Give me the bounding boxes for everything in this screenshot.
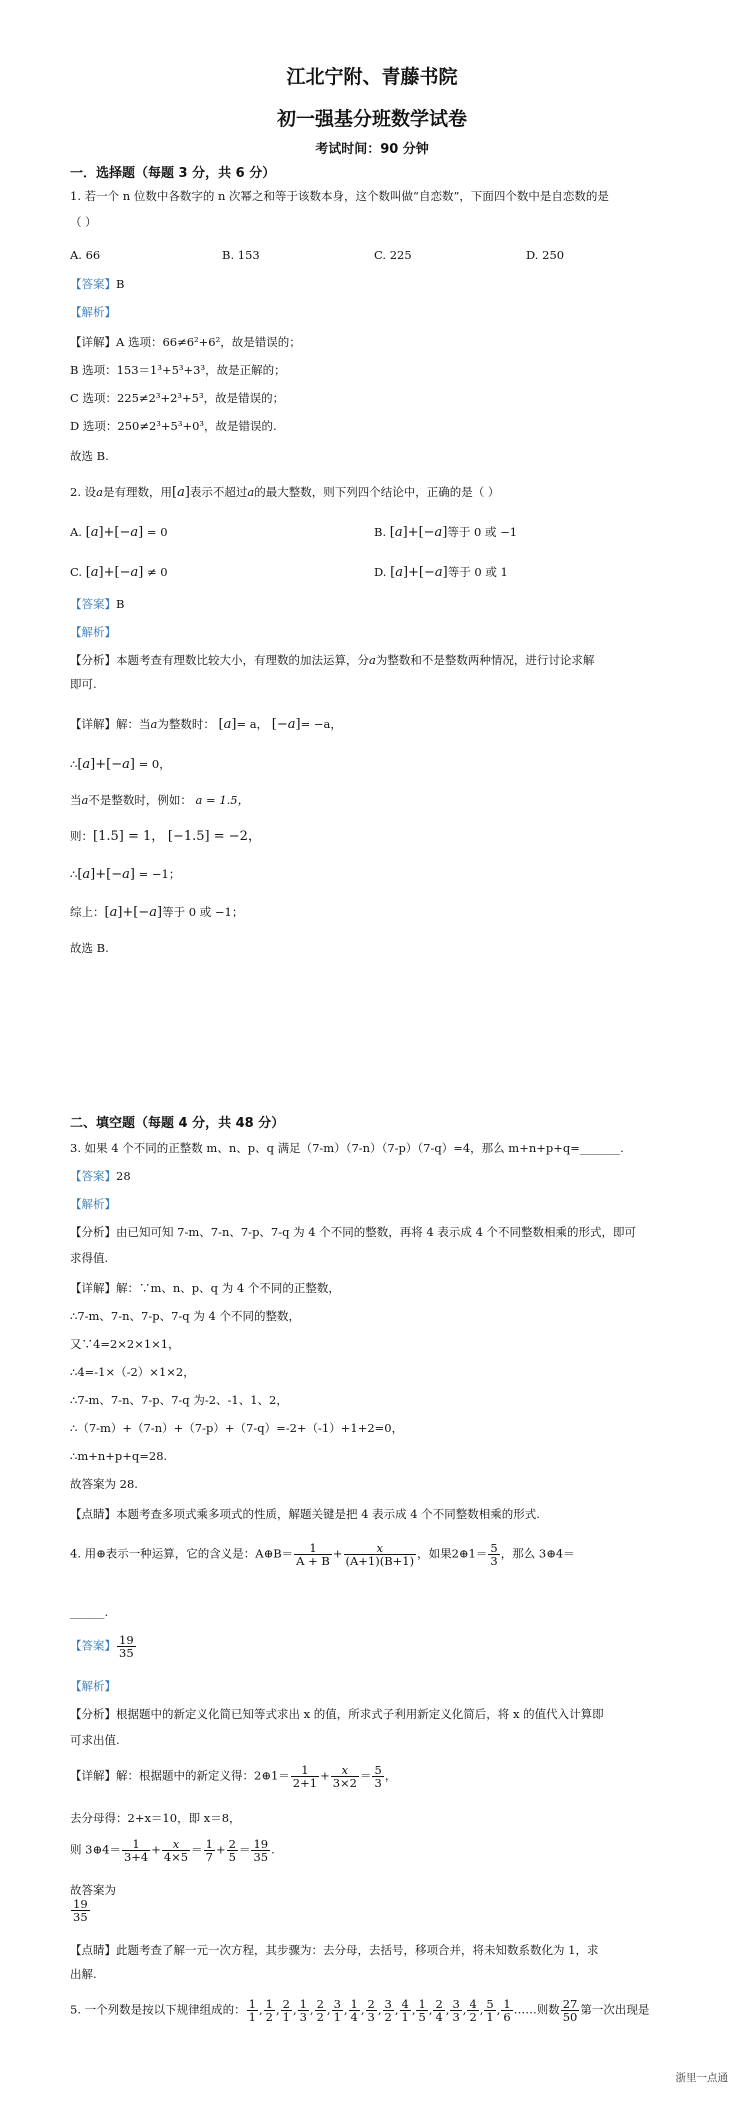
var-a: a xyxy=(369,653,376,667)
sequence-fraction: $\frac{4}{2}$ xyxy=(469,1997,477,2025)
q4-detail-1: 【详解】解：根据题中的新定义得：2⊕1＝ $\frac{1}{2+1}$ + $\frac{x}{3\times 2}$ ＝ $\frac{5}{3}$ ， xyxy=(70,1763,397,1791)
q2-detail-4 xyxy=(70,828,261,845)
q1-detail-3: C 选项：225≠2³+2³+5³，故是错误的； xyxy=(70,391,285,405)
option-letter: B. xyxy=(374,525,387,539)
q1-analysis-label: 【解析】 xyxy=(70,305,116,319)
answer-label: 【答案】 xyxy=(70,1169,116,1183)
var-a: a xyxy=(177,485,185,500)
q3-detail-7: ∴m+n+p+q=28. xyxy=(70,1449,168,1463)
conclusion-text: 故答案为 xyxy=(70,1883,116,1897)
option-expr: = 0 xyxy=(146,525,168,539)
sequence-fraction: $\frac{1}{1}$ xyxy=(248,1997,256,2025)
answer-label: 【答案】 xyxy=(70,1638,116,1653)
q1-detail-1 xyxy=(70,334,301,350)
q2-stem-part: 表示不超过 xyxy=(189,485,248,499)
q2-stem-part: 的最大整数，则下列四个结论中，正确的是（ ） xyxy=(254,485,500,499)
q2-analysis xyxy=(70,652,594,668)
q1-stem-paren: （ ） xyxy=(70,215,97,229)
answer-fraction xyxy=(71,1898,90,1923)
q2-stem xyxy=(70,484,499,501)
detail-text: 解：∵m、n、p、q 为 4 个不同的正整数， xyxy=(116,1281,340,1295)
sequence-fraction: $\frac{1}{3}$ xyxy=(299,1997,307,2025)
q2-conclusion: 故选 B. xyxy=(70,941,109,955)
fraction: $\frac{2}{5}$ xyxy=(228,1837,236,1865)
var-a: a xyxy=(247,485,255,499)
q4-analysis-cont: 可求出值. xyxy=(70,1733,120,1747)
analysis-text: 由已知可知 7-m、7-n、7-p、7-q 为 4 个不同的整数，再将 4 表示成 4 个不同整数相乘的形式，即可 xyxy=(116,1225,637,1239)
detail-text: 当 xyxy=(70,793,82,807)
detail-text: 则 3⊕4＝ xyxy=(70,1842,121,1857)
sequence-fraction: $\frac{1}{2}$ xyxy=(265,1997,273,2025)
detail-eq: = 0， xyxy=(138,757,171,771)
q1-option-c: C. 225 xyxy=(374,248,412,262)
sequence-comma: , xyxy=(428,2002,433,2017)
q2-option-d xyxy=(374,564,508,581)
q3-review xyxy=(70,1506,540,1522)
q3-detail-1 xyxy=(70,1280,340,1296)
sequence-fraction: $\frac{1}{4}$ xyxy=(350,1997,358,2025)
sequence-comma: , xyxy=(377,2002,382,2017)
q1-stem: 1. 若一个 n 位数中各数字的 n 次幂之和等于该数本身，这个数叫做“自恋数”，下面四个数中是自恋数的是 xyxy=(70,189,609,203)
q4-stem-part: 4. 用⊕表示一种运算，它的含义是：A⊕B＝ xyxy=(70,1546,294,1561)
fraction: $\frac{1}{A + B}$ xyxy=(296,1541,330,1569)
sequence-fraction: $\frac{2}{1}$ xyxy=(282,1997,290,2025)
q2-summary xyxy=(70,904,243,921)
q4-answer xyxy=(70,1634,137,1659)
floor-sum: [a]+[−a] xyxy=(104,905,163,920)
q4-stem-part: 2⊕1＝ xyxy=(451,1546,488,1561)
numerator: 27 xyxy=(562,1997,578,2011)
analysis-head: 【分析】 xyxy=(70,1707,116,1721)
floor-sum: [a]+[−a] xyxy=(77,757,135,772)
sequence-comma: , xyxy=(462,2002,467,2017)
q4-detail-2: 去分母得：2+x＝10，即 x＝8， xyxy=(70,1811,241,1825)
review-text: 此题考查了解一元一次方程，其步骤为：去分母，去括号，移项合并，将未知数系数化为 1，求 xyxy=(116,1943,599,1957)
fraction: $\frac{x}{4\times 5}$ xyxy=(163,1837,189,1865)
analysis-head: 【分析】 xyxy=(70,1225,116,1239)
option-expr: 等于 0 或 −1 xyxy=(447,525,518,539)
detail-text: 综上： xyxy=(70,905,105,919)
sequence-comma: , xyxy=(411,2002,416,2017)
q3-detail-6: ∴（7-m）+（7-n）+（7-p）+（7-q）=-2+（-1）+1+2=0， xyxy=(70,1421,404,1435)
q3-detail-3: 又∵4=2×2×1×1， xyxy=(70,1337,180,1351)
var-a: a xyxy=(81,793,89,807)
q3-analysis-cont: 求得值. xyxy=(70,1251,109,1265)
analysis-text: 本题考查有理数比较大小，有理数的加法运算，分 xyxy=(116,653,369,667)
answer-value: B xyxy=(116,277,125,291)
q2-detail-1 xyxy=(70,716,342,733)
school-title: 江北宁附、青藤书院 xyxy=(286,66,458,88)
section-1-title: 一．选择题（每题 3 分，共 6 分） xyxy=(70,166,276,181)
q2-stem-part: 是有理数，用 xyxy=(103,485,172,499)
var-a: a xyxy=(150,717,158,731)
option-letter: D. xyxy=(374,565,387,579)
q5-stem xyxy=(70,1998,649,2023)
sequence-comma: , xyxy=(343,2002,348,2017)
sequence-fraction: $\frac{1}{6}$ xyxy=(503,1997,511,2025)
q2-stem-part: 2. 设 xyxy=(70,485,97,499)
review-text: 本题考查多项式乘多项式的性质，解题关键是把 4 表示成 4 个不同整数相乘的形式. xyxy=(116,1507,540,1521)
analysis-text: 根据题中的新定义化简已知等式求出 x 的值，所求式子利用新定义化简后，将 x 的值代入计算即 xyxy=(116,1707,604,1721)
target-fraction xyxy=(561,1998,580,2023)
q5-sequence xyxy=(246,1997,514,2025)
detail-text: 解：当 xyxy=(116,717,151,731)
detail-eq: [−1.5] = −2， xyxy=(167,829,261,844)
q4-stem-part: ，如果 xyxy=(417,1546,452,1561)
q2-detail-3 xyxy=(70,792,249,808)
floor-sum: [a]+[−a] xyxy=(389,525,448,540)
q2-option-b xyxy=(374,524,517,541)
q4-conclusion-fraction xyxy=(70,1898,91,1923)
sequence-comma: , xyxy=(326,2002,331,2017)
sequence-fraction: $\frac{5}{1}$ xyxy=(486,1997,494,2025)
fraction: $\frac{1}{3+4}$ xyxy=(123,1837,149,1865)
analysis-text: 为整数和不是整数两种情况，进行讨论求解 xyxy=(375,653,595,667)
detail-text: 为整数时： xyxy=(157,717,215,731)
q2-detail-5 xyxy=(70,866,180,883)
floor-sum: [a]+[−a] xyxy=(77,867,135,882)
exam-time: 考试时间：90 分钟 xyxy=(315,142,429,157)
q1-conclusion: 故选 B. xyxy=(70,449,109,463)
q4-stem: 4. 用⊕表示一种运算，它的含义是：A⊕B＝ $\frac{1}{A + B}$ + $\frac{x}{(A+1)(B+1)}$ ，如果2⊕1＝ $\frac{5}{3}$ ，那么 3⊕4＝ xyxy=(70,1541,575,1569)
sequence-fraction: $\frac{3}{3}$ xyxy=(452,1997,460,2025)
q4-review-cont: 出解. xyxy=(70,1967,97,1981)
fraction: $\frac{1}{2+1}$ xyxy=(292,1763,318,1791)
q3-detail-4: ∴4=-1×（-2）×1×2， xyxy=(70,1365,195,1379)
floor-sum: [a]+[−a] xyxy=(85,525,144,540)
var-a: a xyxy=(96,485,103,499)
fraction: $\frac{5}{3}$ xyxy=(490,1541,498,1569)
q2-option-c xyxy=(70,564,168,581)
q1-answer xyxy=(70,276,124,292)
numerator: 19 xyxy=(119,1633,134,1647)
floor-a: [a] xyxy=(172,485,190,500)
fraction: $\frac{19}{35}$ xyxy=(253,1837,269,1865)
q2-option-a xyxy=(70,524,168,541)
q4-blank: ______. xyxy=(70,1605,109,1619)
q1-detail-2: B 选项：153＝1³+5³+3³，故是正解的； xyxy=(70,363,286,377)
option-expr: 等于 0 或 1 xyxy=(447,565,508,579)
answer-value: B xyxy=(116,597,125,611)
sequence-fraction: $\frac{1}{5}$ xyxy=(418,1997,426,2025)
exam-title: 初一强基分班数学试卷 xyxy=(276,108,467,130)
q3-detail-2: ∴7-m、7-n、7-p、7-q 为 4 个不同的整数， xyxy=(70,1309,300,1323)
q1-option-d: D. 250 xyxy=(526,248,565,262)
therefore: ∴ xyxy=(70,867,78,881)
q4-detail-3: 则 3⊕4＝ $\frac{1}{3+4}$ + $\frac{x}{4\times 5}$ ＝ $\frac{1}{7}$ + $\frac{2}{5}$ ＝ $\frac{19}{35}$ . xyxy=(70,1837,275,1865)
q3-answer xyxy=(70,1168,131,1184)
sequence-fraction: $\frac{4}{1}$ xyxy=(401,1997,409,2025)
q4-analysis-label: 【解析】 xyxy=(70,1679,116,1693)
q4-conclusion xyxy=(70,1882,116,1898)
detail-label: 【详解】 xyxy=(70,1768,116,1783)
sequence-fraction: $\frac{3}{2}$ xyxy=(384,1997,392,2025)
sequence-comma: , xyxy=(275,2002,280,2017)
q2-answer xyxy=(70,596,124,612)
sequence-comma: , xyxy=(292,2002,297,2017)
detail-text: 则： xyxy=(70,829,93,843)
sequence-comma: , xyxy=(360,2002,365,2017)
option-letter: A. xyxy=(70,525,82,539)
detail-text: A 选项：66≠6²+6²，故是错误的； xyxy=(116,335,301,349)
detail-eq: = −1； xyxy=(138,867,181,881)
option-expr: ≠ 0 xyxy=(146,565,168,579)
fraction: $\frac{1}{7}$ xyxy=(205,1837,213,1865)
floor-a: [a] xyxy=(218,717,237,732)
fraction: $\frac{5}{3}$ xyxy=(374,1763,382,1791)
floor-neg-a: [−a] xyxy=(271,717,301,732)
sequence-fraction: $\frac{2}{4}$ xyxy=(435,1997,443,2025)
fraction: $\frac{x}{(A+1)(B+1)}$ xyxy=(345,1541,415,1569)
sequence-comma: , xyxy=(479,2002,484,2017)
detail-text: 解：根据题中的新定义得：2⊕1＝ xyxy=(116,1768,290,1783)
detail-text: 等于 0 或 −1； xyxy=(162,905,244,919)
answer-label: 【答案】 xyxy=(70,597,116,611)
numerator: 19 xyxy=(73,1897,88,1911)
answer-fraction xyxy=(117,1634,136,1659)
q5-stem-part: ……则数 xyxy=(513,2002,560,2017)
sequence-fraction: $\frac{2}{2}$ xyxy=(316,1997,324,2025)
option-letter: C. xyxy=(70,565,83,579)
q4-review xyxy=(70,1942,598,1958)
detail-text: 不是整数时，例如： xyxy=(88,793,192,807)
denominator: 35 xyxy=(73,1910,88,1925)
review-label: 【点睛】 xyxy=(70,1507,116,1521)
q2-analysis-label: 【解析】 xyxy=(70,625,116,639)
therefore: ∴ xyxy=(70,757,78,771)
sequence-fraction: $\frac{3}{1}$ xyxy=(333,1997,341,2025)
sequence-fraction: $\frac{2}{3}$ xyxy=(367,1997,375,2025)
fraction: $\frac{x}{3\times 2}$ xyxy=(332,1763,357,1791)
floor-sum: [a]+[−a] xyxy=(85,565,144,580)
denominator: 35 xyxy=(119,1646,134,1661)
q3-conclusion: 故答案为 28. xyxy=(70,1477,138,1491)
sequence-comma: , xyxy=(496,2002,501,2017)
denominator: 50 xyxy=(562,2010,578,2025)
q4-analysis xyxy=(70,1706,604,1722)
watermark: 浙里一点通 xyxy=(675,2072,728,2084)
q1-option-b: B. 153 xyxy=(222,248,260,262)
detail-eq: = −a， xyxy=(300,717,342,731)
q3-analysis xyxy=(70,1224,636,1240)
sequence-comma: , xyxy=(445,2002,450,2017)
q2-analysis-cont: 即可. xyxy=(70,677,97,691)
detail-label: 【详解】 xyxy=(70,1281,116,1295)
floor-sum: [a]+[−a] xyxy=(390,565,448,580)
detail-label: 【详解】 xyxy=(70,717,116,731)
detail-eq: = a， xyxy=(236,717,269,731)
q1-detail-4: D 选项：250≠2³+5³+0³，故是错误的. xyxy=(70,419,277,433)
answer-label: 【答案】 xyxy=(70,277,116,291)
q5-stem-part: 第一次出现是 xyxy=(580,2002,650,2017)
sequence-comma: , xyxy=(394,2002,399,2017)
detail-eq: a = 1.5， xyxy=(195,793,250,807)
q3-stem: 3. 如果 4 个不同的正整数 m、n、p、q 满足（7-m）（7-n）（7-p）（7-q）=4，那么 m+n+p+q=_______. xyxy=(70,1141,624,1155)
detail-label: 【详解】 xyxy=(70,335,116,349)
q4-stem-part: ，那么 3⊕4＝ xyxy=(500,1546,575,1561)
answer-value: 28 xyxy=(116,1169,131,1183)
analysis-head: 【分析】 xyxy=(70,653,116,667)
q3-detail-5: ∴7-m、7-n、7-p、7-q 为-2、-1、1、2， xyxy=(70,1393,288,1407)
detail-eq: [1.5] = 1， xyxy=(93,829,165,844)
review-label: 【点睛】 xyxy=(70,1943,116,1957)
sequence-comma: , xyxy=(258,2002,263,2017)
section-2-title: 二、填空题（每题 4 分，共 48 分） xyxy=(70,1116,285,1131)
q2-detail-2 xyxy=(70,756,171,773)
q1-option-a: A. 66 xyxy=(70,248,101,262)
q5-stem-part: 5. 一个列数是按以下规律组成的： xyxy=(70,2002,246,2017)
sequence-comma: , xyxy=(309,2002,314,2017)
q3-analysis-label: 【解析】 xyxy=(70,1197,116,1211)
